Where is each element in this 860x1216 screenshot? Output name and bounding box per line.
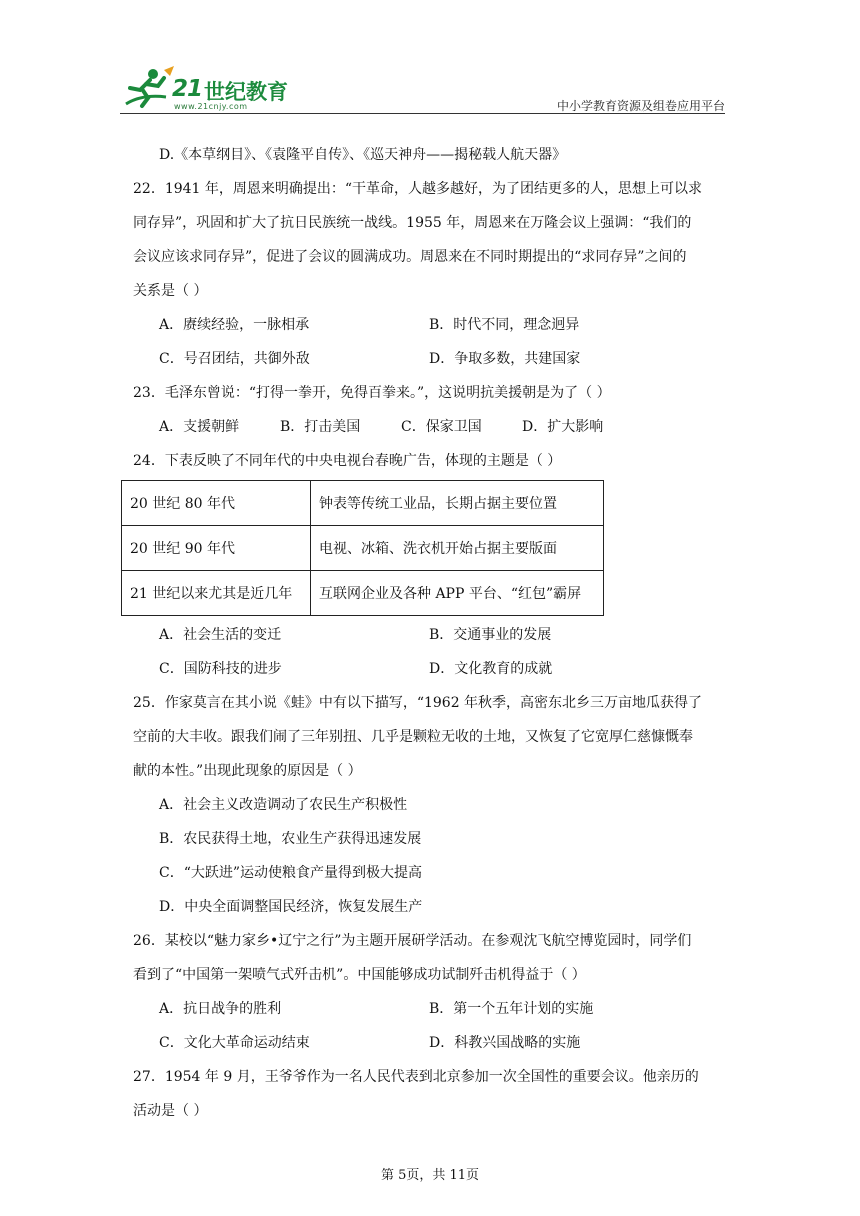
q26-options-row-2: [133, 1026, 733, 1060]
q24-options-row-2: [133, 652, 733, 686]
q27-stem-line-1: 27．1954 年 9 月，王爷爷作为一名人民代表到北京参加一次全国性的重要会议。他亲历的: [133, 1069, 699, 1085]
question-22: [133, 172, 733, 376]
page-header: [120, 64, 725, 114]
q24-option-c: C．国防科技的进步: [159, 661, 282, 677]
logo: [120, 64, 295, 114]
q24-option-a: A．社会生活的变迁: [159, 627, 282, 643]
header-divider: [120, 113, 725, 114]
q23-option-a: A．支援朝鲜: [159, 419, 240, 435]
table-cell-ads: 电视、冰箱、洗衣机开始占据主要版面: [311, 526, 604, 571]
q27-stem-line-2: 活动是（ ）: [133, 1103, 208, 1119]
q26-options-row-1: [133, 992, 733, 1026]
q26-stem-line-2: 看到了“中国第一架喷气式歼击机”。中国能够成功试制歼击机得益于（ ）: [133, 967, 586, 983]
q23-stem: 23．毛泽东曾说：“打得一拳开，免得百拳来。”，这说明抗美援朝是为了（ ）: [133, 385, 611, 401]
logo-url: www.21cnjy.com: [174, 102, 248, 111]
q25-stem-line-1: 25．作家莫言在其小说《蛙》中有以下描写，“1962 年秋季，高密东北乡三万亩地瓜获得了: [133, 695, 703, 711]
question-24: [130, 444, 733, 686]
q25-option-c: C．“大跃进”运动使粮食产量得到极大提高: [159, 865, 423, 881]
q23-option-c: C．保家卫国: [401, 419, 482, 435]
q26-option-c: C．文化大革命运动结束: [159, 1035, 310, 1051]
question-27: [133, 1060, 733, 1128]
q23-options-row: [133, 410, 733, 444]
q22-option-a: A．赓续经验，一脉相承: [159, 317, 310, 333]
q22-stem-line-4: 关系是（ ）: [133, 283, 208, 299]
q26-option-a: A．抗日战争的胜利: [159, 1001, 282, 1017]
question-26: [133, 924, 733, 1060]
page-number: 第 5页，共 11页: [380, 1168, 480, 1183]
q22-options-row-1: [133, 308, 733, 342]
q25-option-b: B．农民获得土地，农业生产获得迅速发展: [159, 831, 422, 847]
q26-option-b: B．第一个五年计划的实施: [429, 1001, 594, 1017]
q24-options-row-1: [133, 618, 733, 652]
q21-option-d: D.《本草纲目》、《袁隆平自传》、《巡天神舟——揭秘载人航天器》: [159, 147, 567, 163]
question-25: [133, 686, 733, 924]
table-cell-era: 20 世纪 80 年代: [122, 481, 311, 526]
table-cell-ads: 钟表等传统工业品，长期占据主要位置: [311, 481, 604, 526]
q26-option-d: D．科教兴国战略的实施: [429, 1035, 581, 1051]
logo-number: 21: [172, 76, 203, 102]
q22-stem-line-3: 会议应该求同存异”，促进了会议的圆满成功。周恩来在不同时期提出的“求同存异”之间的: [133, 249, 687, 265]
q22-option-c: C．号召团结，共御外敌: [159, 351, 310, 367]
platform-name: 中小学教育资源及组卷应用平台: [556, 99, 725, 113]
q22-options-row-2: [133, 342, 733, 376]
table-cell-era: 20 世纪 90 年代: [122, 526, 311, 571]
exam-content: [130, 138, 733, 1128]
logo-text: 世纪教育: [204, 80, 288, 104]
q24-stem: 24．下表反映了不同年代的中央电视台春晚广告，体现的主题是（ ）: [133, 453, 562, 469]
question-23: [133, 376, 733, 444]
runner-logo-icon: [120, 64, 176, 112]
q24-option-d: D．文化教育的成就: [429, 661, 553, 677]
table-cell-era: 21 世纪以来尤其是近几年: [122, 571, 311, 616]
q22-option-d: D．争取多数，共建国家: [429, 351, 581, 367]
q23-option-d: D．扩大影响: [522, 419, 604, 435]
table-row: [122, 526, 604, 571]
q23-option-b: B．打击美国: [280, 419, 361, 435]
table-row: [122, 481, 604, 526]
q25-option-a: A．社会主义改造调动了农民生产积极性: [159, 797, 408, 813]
q25-option-d: D．中央全面调整国民经济，恢复发展生产: [159, 899, 423, 915]
q22-stem-line-1: 22．1941 年，周恩来明确提出：“干革命，人越多越好，为了团结更多的人，思想上可以求: [133, 181, 703, 197]
q24-table: [121, 480, 604, 616]
q25-stem-line-3: 献的本性。”出现此现象的原因是（ ）: [133, 763, 362, 779]
q24-option-b: B．交通事业的发展: [429, 627, 552, 643]
q22-stem-line-2: 同存异”，巩固和扩大了抗日民族统一战线。1955 年，周恩来在万隆会议上强调：“我们的: [133, 215, 692, 231]
q26-stem-line-1: 26．某校以“魅力家乡•辽宁之行”为主题开展研学活动。在参观沈飞航空博览园时，同学们: [133, 933, 692, 949]
table-row: [122, 571, 604, 616]
q25-stem-line-2: 空前的大丰收。跟我们闹了三年别扭、几乎是颗粒无收的土地，又恢复了它宽厚仁慈慷慨奉: [133, 729, 693, 745]
q22-option-b: B．时代不同，理念迥异: [429, 317, 580, 333]
table-cell-ads: 互联网企业及各种 APP 平台、“红包”霸屏: [311, 571, 604, 616]
